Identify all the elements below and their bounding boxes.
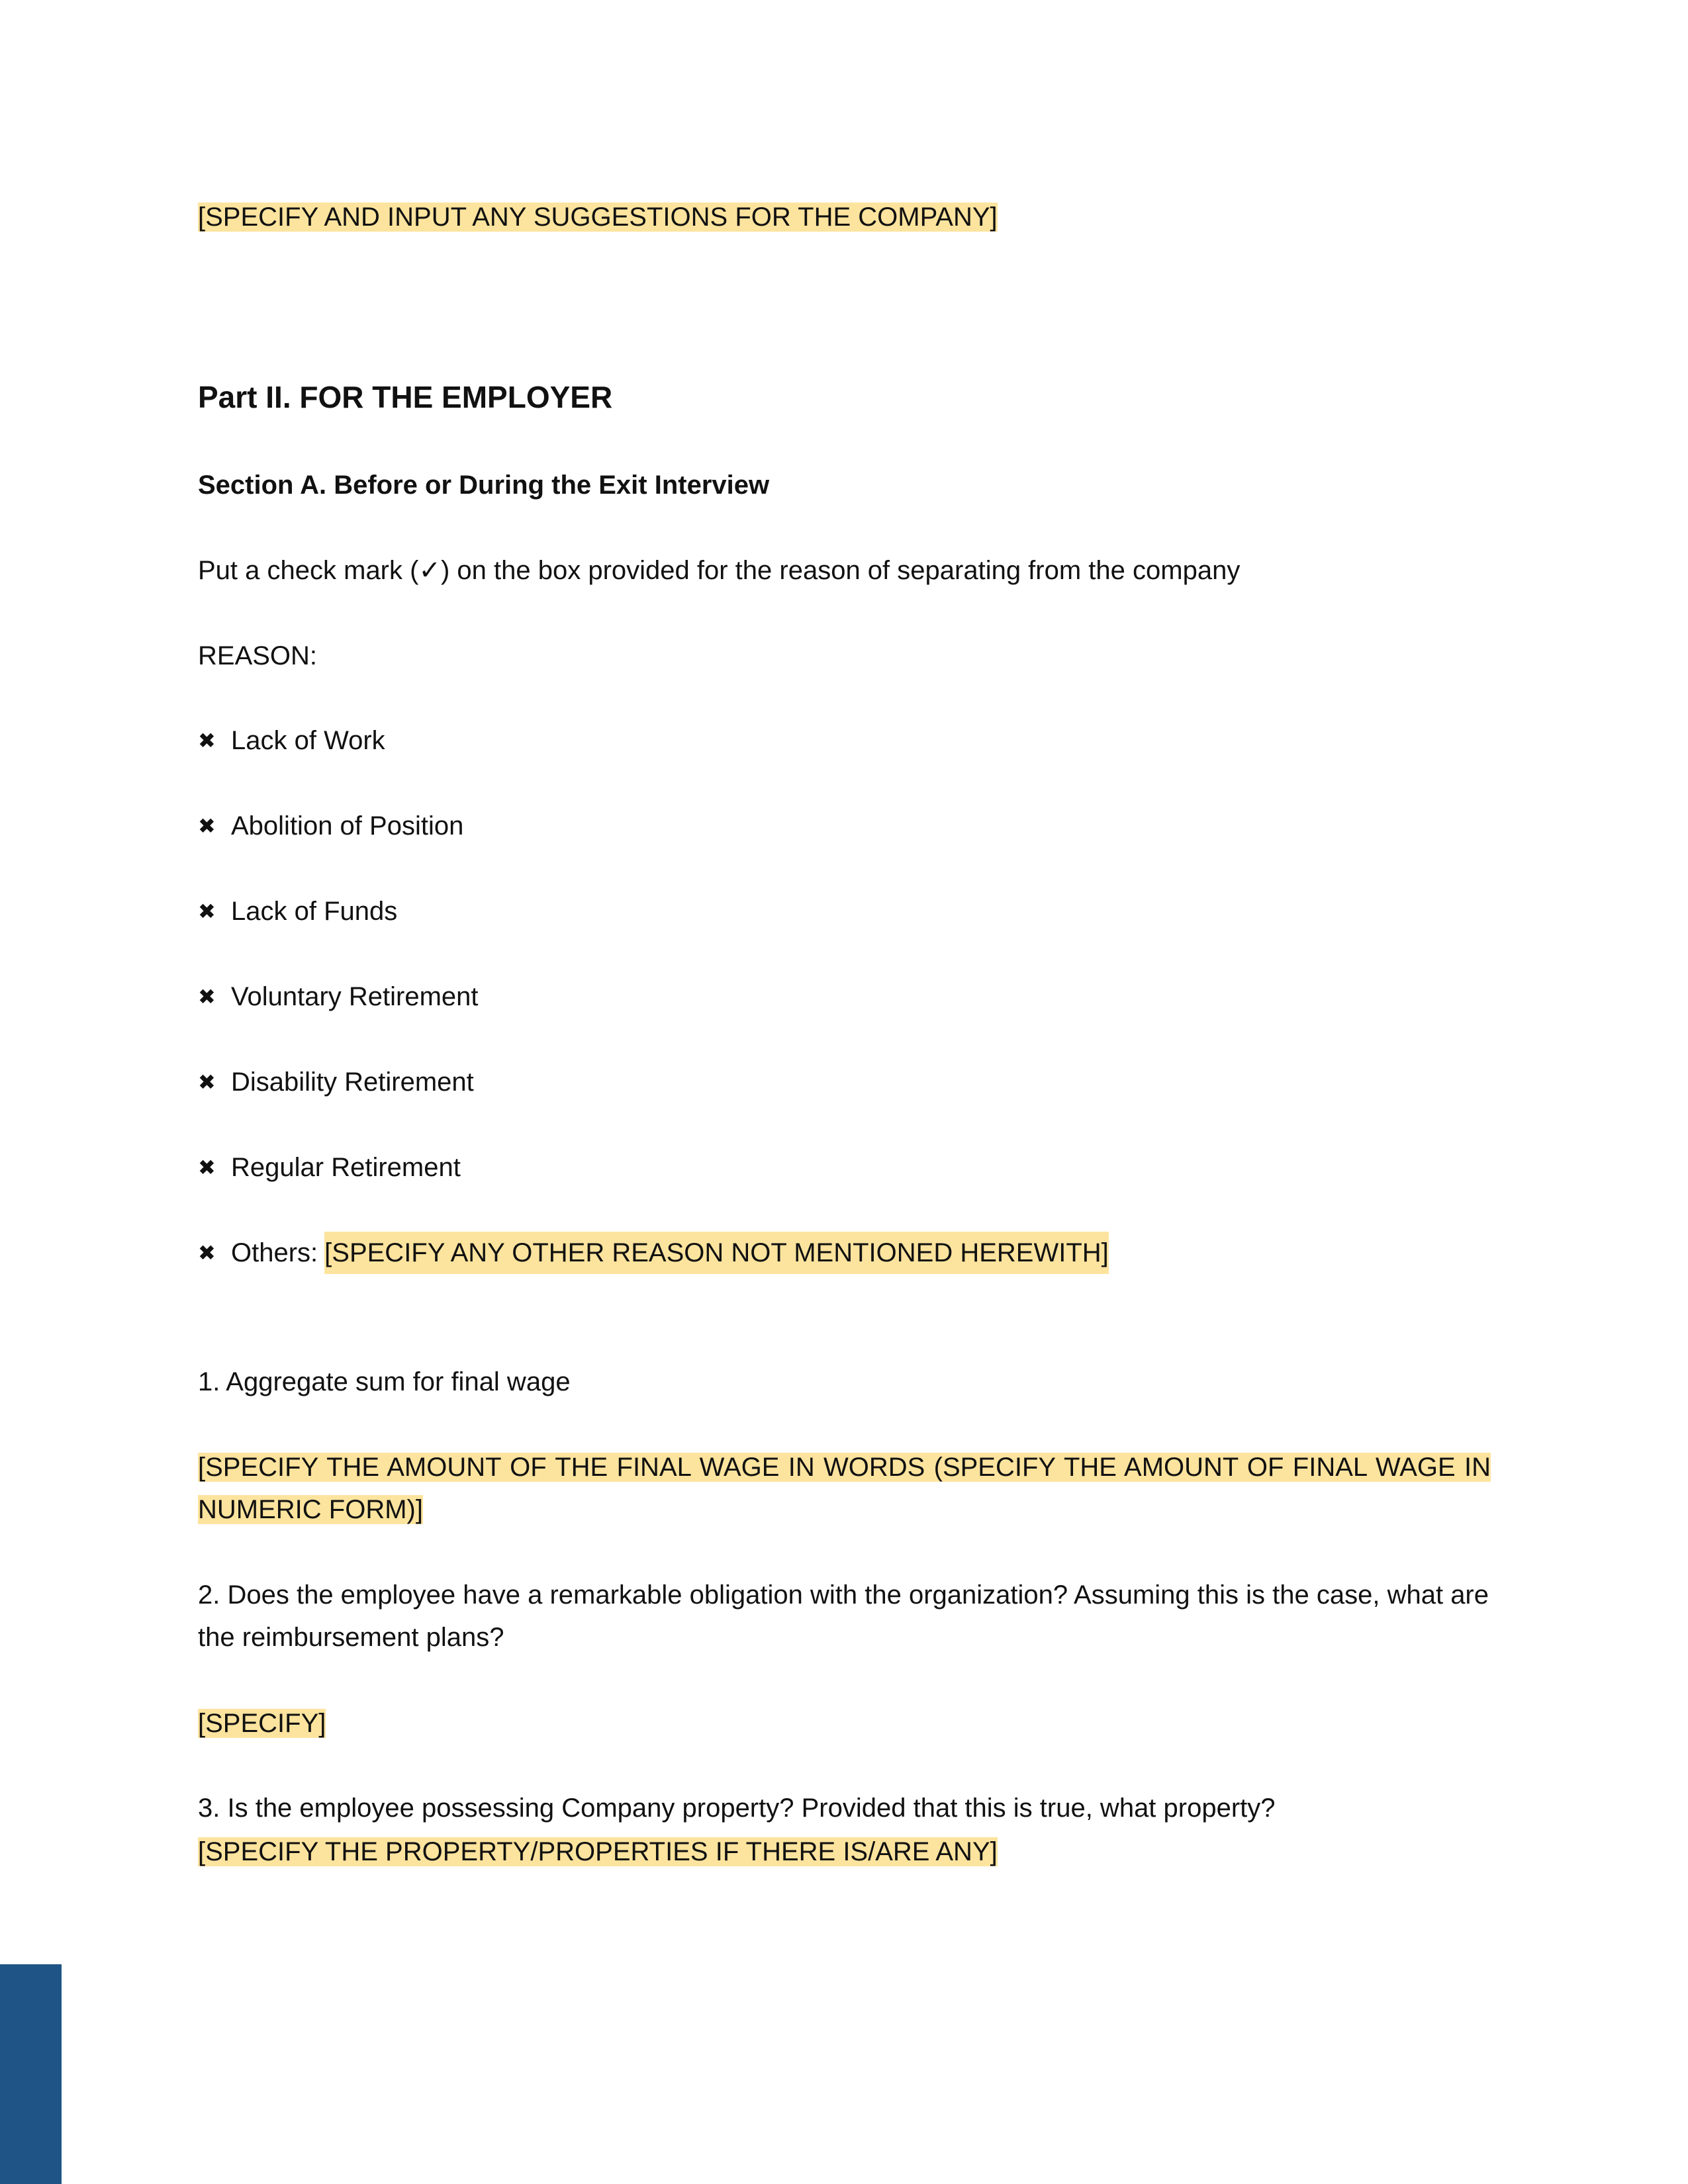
suggestions-placeholder <box>198 196 998 238</box>
property-answer <box>198 1831 998 1873</box>
question-company-property: 3. Is the employee possessing Company property? Provided that this is true, what property? <box>198 1794 1276 1823</box>
reason-item-voluntary-retirement[interactable] <box>198 976 1109 1061</box>
final-wage-answer <box>198 1446 1491 1531</box>
suggestions-placeholder-text[interactable]: [SPECIFY AND INPUT ANY SUGGESTIONS FOR THE COMPANY] <box>198 203 998 232</box>
property-placeholder[interactable]: [SPECIFY THE PROPERTY/PROPERTIES IF THERE IS/ARE ANY] <box>198 1837 998 1866</box>
x-mark-icon: ✖ <box>198 1241 216 1265</box>
reason-label-text: Others: <box>231 1238 318 1267</box>
reason-label-text: Lack of Funds <box>231 897 398 926</box>
reason-label-text: Voluntary Retirement <box>231 982 479 1011</box>
x-mark-icon: ✖ <box>198 814 216 838</box>
reason-label: REASON: <box>198 641 318 670</box>
x-mark-icon: ✖ <box>198 1156 216 1179</box>
reason-item-regular-retirement[interactable] <box>198 1146 1109 1232</box>
reason-item-abolition-of-position[interactable] <box>198 805 1109 890</box>
reason-label-text: Abolition of Position <box>231 811 464 841</box>
reason-item-lack-of-funds[interactable] <box>198 890 1109 976</box>
question-obligation: 2. Does the employee have a remarkable obligation with the organization? Assuming this is the case, what are the reimbursement plans? <box>198 1580 1489 1652</box>
obligation-answer <box>198 1702 326 1745</box>
reason-label-text: Disability Retirement <box>231 1068 474 1097</box>
page-accent-bar <box>0 1964 62 2184</box>
reason-item-lack-of-work[interactable] <box>198 719 1109 805</box>
reason-list <box>198 719 1109 1317</box>
reason-label-text: Regular Retirement <box>231 1153 461 1182</box>
check-instruction: Put a check mark (✓) on the box provided for the reason of separating from the company <box>198 556 1241 585</box>
reason-item-others[interactable] <box>198 1232 1109 1317</box>
part-heading: Part II. FOR THE EMPLOYER <box>198 380 613 414</box>
x-mark-icon: ✖ <box>198 1070 216 1094</box>
x-mark-icon: ✖ <box>198 899 216 923</box>
reason-label-text: Lack of Work <box>231 726 385 755</box>
question-final-wage: 1. Aggregate sum for final wage <box>198 1367 571 1396</box>
section-heading: Section A. Before or During the Exit Interview <box>198 471 770 500</box>
x-mark-icon: ✖ <box>198 985 216 1009</box>
x-mark-icon: ✖ <box>198 729 216 752</box>
reason-item-disability-retirement[interactable] <box>198 1061 1109 1146</box>
final-wage-placeholder[interactable]: [SPECIFY THE AMOUNT OF THE FINAL WAGE IN WORDS (SPECIFY THE AMOUNT OF FINAL WAGE IN NUMERIC FORM)] <box>198 1453 1491 1524</box>
obligation-placeholder[interactable]: [SPECIFY] <box>198 1709 326 1738</box>
other-reason-placeholder[interactable]: [SPECIFY ANY OTHER REASON NOT MENTIONED HEREWITH] <box>324 1232 1109 1274</box>
